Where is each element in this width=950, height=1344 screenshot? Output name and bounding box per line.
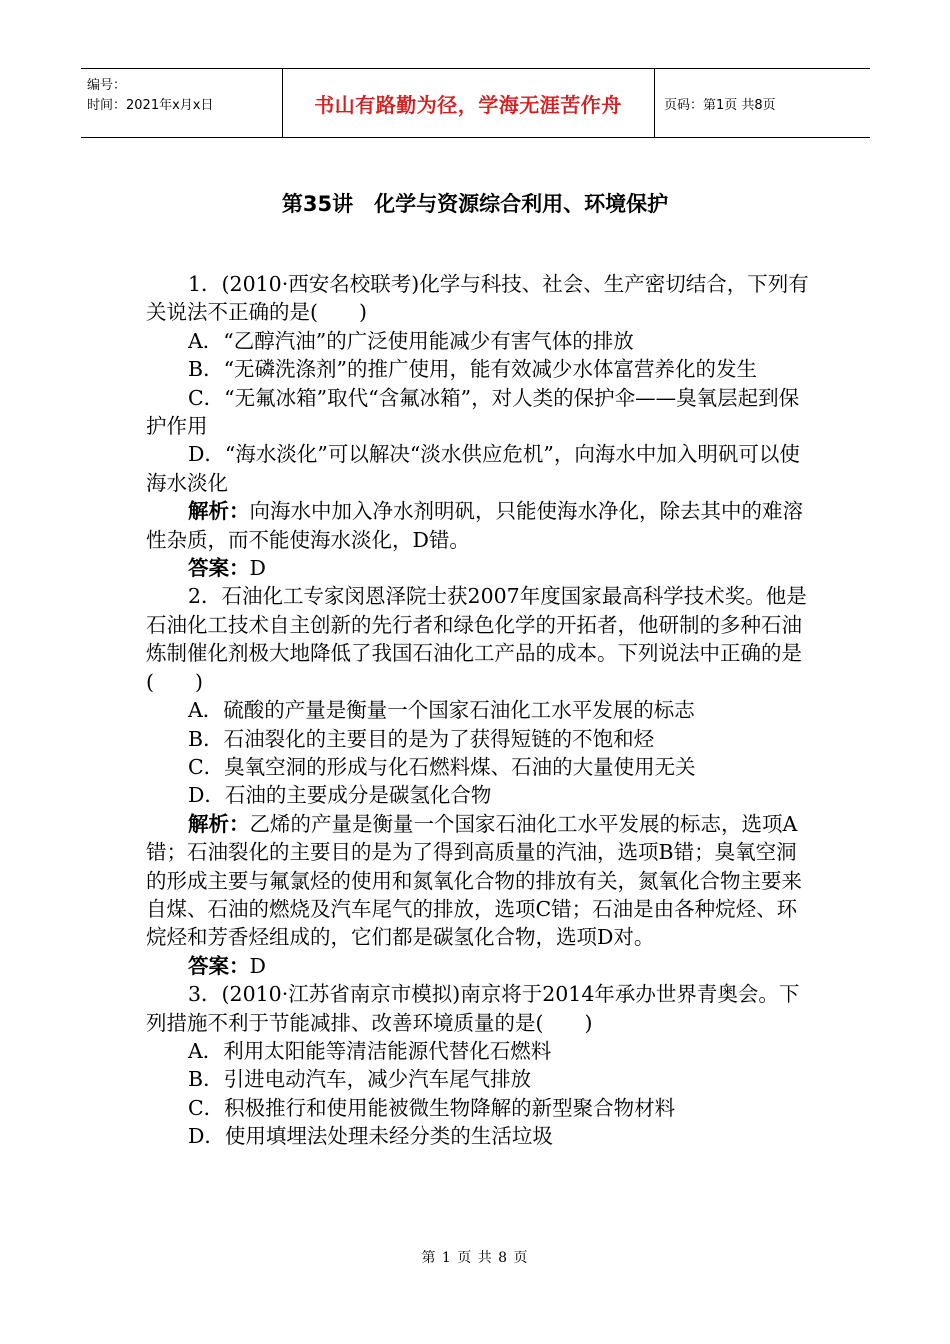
analysis-text: 乙烯的产量是衡量一个国家石油化工水平发展的标志，选项A错；石油裂化的主要目的是为了得到高质量的汽油，选项B错；臭氧空洞的形成主要与氟氯烃的使用和氮氧化合物的排放有关，氮氧化合物主要来自煤、石油的燃烧及汽车尾气的排放，选项C错；石油是由各种烷烃、环烷烃和芳香烃组成的，它们都是碳氢化合物，选项D对。: [146, 811, 802, 950]
question-1-option-c: C．“无氟冰箱”取代“含氟冰箱”，对人类的保护伞——臭氧层起到保护作用: [146, 385, 800, 439]
answer-label: 答案：: [188, 953, 250, 978]
question-2-stem: 2．石油化工专家闵恩泽院士获2007年度国家最高科学技术奖。他是石油化工技术自主创新的先行者和绿色化学的开拓者，他研制的多种石油炼制催化剂极大地降低了我国石油化工产品的成本。下列说法中正确的是( ): [146, 584, 807, 694]
question-2-option-a: A．硫酸的产量是衡量一个国家石油化工水平发展的标志: [188, 698, 695, 723]
header-page-info: 页码：第1页 共8页: [664, 97, 776, 113]
analysis-label: 解析：: [188, 811, 250, 836]
question-1-option-b: B．“无磷洗涤剂”的推广使用，能有效减少水体富营养化的发生: [188, 357, 758, 382]
answer-label: 答案：: [188, 556, 250, 581]
question-3-stem: 3．(2010·江苏省南京市模拟)南京将于2014年承办世界青奥会。下列措施不利于节能减排、改善环境质量的是( ): [146, 982, 800, 1035]
page-footer: 第 1 页 共 8 页: [421, 1250, 529, 1266]
question-1-option-a: A．“乙醇汽油”的广泛使用能减少有害气体的排放: [188, 328, 634, 353]
header-meta: [81, 69, 283, 137]
analysis-text: 向海水中加入净水剂明矾，只能使海水净化，除去其中的难溶性杂质，而不能使海水淡化，D错。: [146, 499, 803, 552]
question-2-analysis: [146, 810, 810, 952]
question-1-answer: [146, 554, 810, 582]
question-3-option-b: B．引进电动汽车，减少汽车尾气排放: [188, 1067, 532, 1092]
question-3-option-a: A．利用太阳能等清洁能源代替化石燃料: [188, 1038, 552, 1063]
question-3-option-d: D．使用填埋法处理未经分类的生活垃圾: [188, 1124, 553, 1149]
answer-value: D: [249, 953, 266, 978]
question-1-option-d: D．“海水淡化”可以解决“淡水供应危机”，向海水中加入明矾可以使海水淡化: [146, 442, 800, 495]
answer-value: D: [249, 556, 266, 581]
document-body: [146, 270, 810, 1151]
question-3-option-c: C．积极推行和使用能被微生物降解的新型聚合物材料: [188, 1095, 676, 1120]
page-header: [81, 68, 870, 138]
page-title: 第35讲 化学与资源综合利用、环境保护: [281, 192, 669, 216]
number-label: 编号：: [87, 78, 127, 93]
question-2-option-d: D．石油的主要成分是碳氢化合物: [188, 783, 492, 808]
question-1-stem: 1．(2010·西安名校联考)化学与科技、社会、生产密切结合，下列有关说法不正确的是( ): [146, 272, 809, 325]
time-label: 时间：2021年x月x日: [87, 98, 214, 113]
question-2-answer: [146, 952, 810, 980]
question-2-option-b: B．石油裂化的主要目的是为了获得短链的不饱和烃: [188, 726, 655, 751]
question-2-option-c: C．臭氧空洞的形成与化石燃料煤、石油的大量使用无关: [188, 754, 696, 779]
question-1-analysis: [146, 497, 810, 554]
header-motto: 书山有路勤为径，学海无涯苦作舟: [282, 69, 655, 137]
analysis-label: 解析：: [188, 499, 250, 524]
